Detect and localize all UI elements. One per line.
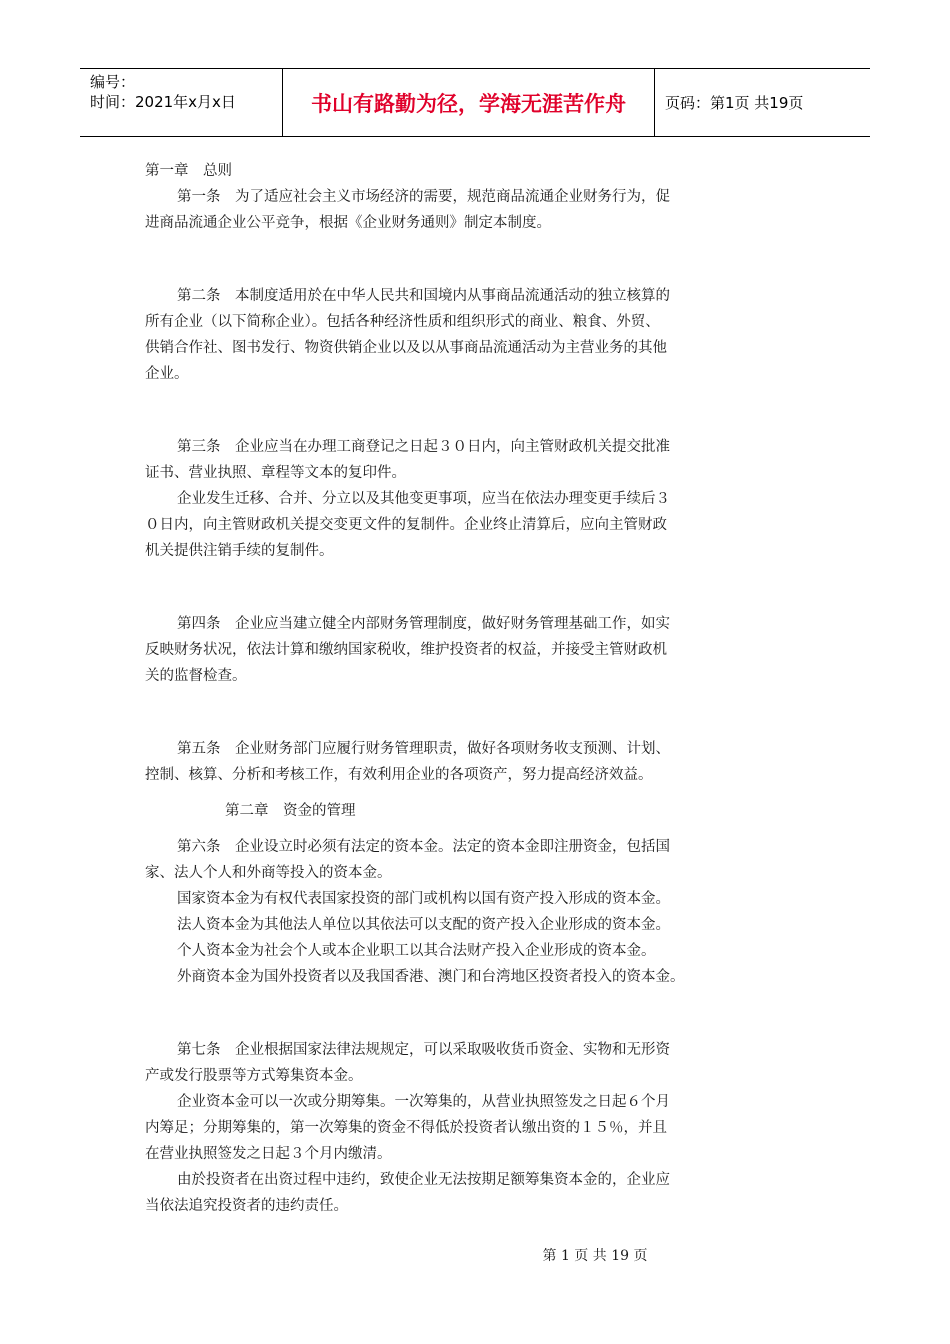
article-6-line: 个人资本金为社会个人或本企业职工以其合法财产投入企业形成的资本金。 [177, 943, 656, 959]
chapter-heading: 第一章 总则 [145, 163, 232, 179]
article-7-line: 当依法追究投资者的违约责任。 [145, 1198, 348, 1214]
header-info-cell [80, 69, 283, 136]
article-3-line: ０日内，向主管财政机关提交变更文件的复制件。企业终止清算后，应向主管财政 [145, 517, 667, 533]
article-6-line: 法人资本金为其他法人单位以其依法可以支配的资产投入企业形成的资本金。 [177, 917, 670, 933]
article-7-line: 第七条 企业根据国家法律法规规定，可以采取吸收货币资金、实物和无形资 [177, 1042, 670, 1058]
article-6-line: 外商资本金为国外投资者以及我国香港、澳门和台湾地区投资者投入的资本金。 [177, 969, 685, 985]
article-4-line: 关的监督检查。 [145, 668, 247, 684]
motto-text: 书山有路勤为径，学海无涯苦作舟 [311, 91, 626, 116]
article-4-line: 第四条 企业应当建立健全内部财务管理制度，做好财务管理基础工作，如实 [177, 616, 670, 632]
article-7-line: 在营业执照签发之日起３个月内缴清。 [145, 1146, 392, 1162]
page-footer: 第 1 页 共 19 页 [542, 1248, 648, 1264]
article-2-line: 第二条 本制度适用於在中华人民共和国境内从事商品流通活动的独立核算的 [177, 288, 670, 304]
article-5-line: 第五条 企业财务部门应履行财务管理职责，做好各项财务收支预测、计划、 [177, 741, 670, 757]
article-4-line: 反映财务状况，依法计算和缴纳国家税收，维护投资者的权益，并接受主管财政机 [145, 642, 667, 658]
article-7-line: 企业资本金可以一次或分期筹集。一次筹集的，从营业执照签发之日起６个月 [177, 1094, 670, 1110]
article-3-line: 第三条 企业应当在办理工商登记之日起３０日内，向主管财政机关提交批准 [177, 439, 670, 455]
article-7-line: 内筹足；分期筹集的，第一次筹集的资金不得低於投资者认缴出资的１５％，并且 [145, 1120, 667, 1136]
article-1-line: 进商品流通企业公平竞争，根据《企业财务通则》制定本制度。 [145, 215, 551, 231]
article-6-line: 国家资本金为有权代表国家投资的部门或机构以国有资产投入形成的资本金。 [177, 891, 670, 907]
document-body [145, 158, 730, 1219]
header-motto-cell [283, 69, 655, 136]
article-6-line: 家、法人个人和外商等投入的资本金。 [145, 865, 392, 881]
article-2-line: 所有企业（以下简称企业）。包括各种经济性质和组织形式的商业、粮食、外贸、 [145, 314, 660, 330]
article-2-line: 供销合作社、图书发行、物资供销企业以及以从事商品流通活动为主营业务的其他 [145, 340, 667, 356]
article-3-line: 机关提供注销手续的复制件。 [145, 543, 334, 559]
date-label: 时间：2021年x月x日 [90, 93, 236, 111]
article-7-line: 由於投资者在出资过程中违约，致使企业无法按期足额筹集资本金的，企业应 [177, 1172, 670, 1188]
number-label: 编号： [90, 73, 136, 91]
page-header [80, 68, 870, 137]
article-3-line: 证书、营业执照、章程等文本的复印件。 [145, 465, 406, 481]
chapter-heading: 第二章 资金的管理 [225, 803, 356, 819]
article-2-line: 企业。 [145, 366, 189, 382]
article-3-line: 企业发生迁移、合并、分立以及其他变更事项，应当在依法办理变更手续后３ [177, 491, 670, 507]
header-page-cell [655, 69, 870, 136]
page-info: 页码：第1页 共19页 [665, 94, 804, 112]
article-5-line: 控制、核算、分析和考核工作，有效利用企业的各项资产，努力提高经济效益。 [145, 767, 653, 783]
article-1-line: 第一条 为了适应社会主义市场经济的需要，规范商品流通企业财务行为，促 [177, 189, 670, 205]
article-6-line: 第六条 企业设立时必须有法定的资本金。法定的资本金即注册资金，包括国 [177, 839, 670, 855]
article-7-line: 产或发行股票等方式筹集资本金。 [145, 1068, 363, 1084]
